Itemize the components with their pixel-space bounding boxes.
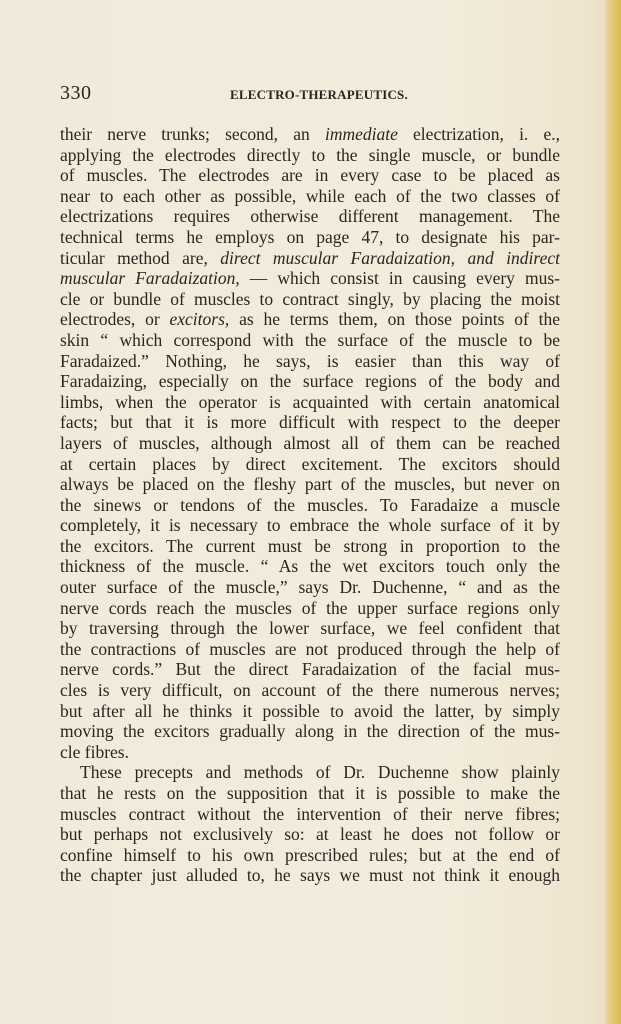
text-run: nerve cords.” But the direct Faradaization of the facial mus-: [60, 659, 560, 680]
text-run: skin “ which correspond with the surface of the muscle to be: [60, 329, 560, 350]
text-run: facts; but that it is more difficult with respect to the deeper: [60, 412, 560, 433]
text-line: [60, 495, 560, 516]
text-run: at certain places by direct excitement. The excitors should: [60, 453, 560, 474]
text-line: [60, 412, 560, 433]
text-run: always be placed on the fleshy part of the muscles, but never on: [60, 474, 560, 495]
text-line: [60, 598, 560, 619]
text-run: limbs, when the operator is acquainted with certain anatomical: [60, 391, 560, 412]
text-run: electrizations requires otherwise different management. The: [60, 206, 560, 227]
text-line: [60, 474, 560, 495]
running-head: ELECTRO-THERAPEUTICS.: [230, 87, 408, 102]
text-run: technical terms he employs on page 47, to designate his par-: [60, 226, 560, 247]
text-line: [60, 186, 560, 207]
text-run: cle or bundle of muscles to contract singly, by placing the moist: [60, 288, 560, 309]
text-run: of muscles. The electrodes are in every case to be placed as: [60, 165, 560, 186]
text-line: [60, 309, 560, 330]
text-run: — which consist in causing every mus-: [239, 268, 560, 289]
text-run: confine himself to his own prescribed rules; but at the end of: [60, 844, 560, 865]
text-run: electrization, i. e.,: [397, 124, 560, 144]
text-run: nerve cords reach the muscles of the upper surface regions only: [60, 597, 560, 618]
text-line: [60, 865, 560, 886]
text-line: [60, 248, 560, 269]
text-line: [60, 268, 560, 289]
text-run: applying the electrodes directly to the single muscle, or bundle: [60, 144, 560, 165]
text-line: [60, 330, 560, 351]
text-run: thickness of the muscle. “ As the wet excitors touch only the: [60, 556, 560, 577]
text-line: [60, 433, 560, 454]
text-line: [60, 783, 560, 804]
text-line: [60, 762, 560, 783]
text-run: the chapter just alluded to, he says we must not think it enough: [60, 865, 560, 886]
text-line: [60, 659, 560, 680]
text-run: but perhaps not exclusively so: at least he does not follow or: [60, 824, 560, 845]
text-run: completely, it is necessary to embrace the whole surface of it by: [60, 515, 560, 536]
text-line: [60, 845, 560, 866]
text-line: [60, 556, 560, 577]
text-line: [60, 721, 560, 742]
text-run: cle fibres.: [60, 741, 129, 762]
text-line: [60, 824, 560, 845]
page-number: 330: [60, 82, 92, 104]
text-run: their nerve trunks; second, an: [60, 124, 325, 144]
italic-text-run: muscular Faradaization,: [60, 268, 240, 289]
text-run: as he terms them, on those points of the: [229, 309, 560, 330]
text-run: moving the excitors gradually along in the direction of the mus-: [60, 721, 560, 742]
text-line: [60, 680, 560, 701]
text-line: [60, 701, 560, 722]
italic-text-run: immediate: [324, 124, 398, 144]
text-line: [60, 804, 560, 825]
text-line: [60, 742, 560, 763]
text-line: [60, 392, 560, 413]
text-run: ticular method are,: [60, 247, 221, 268]
text-line: [60, 227, 560, 248]
body-text: [60, 124, 560, 886]
text-run: muscles contract without the intervention of their nerve fibres;: [60, 803, 560, 824]
text-run: Faradaized.” Nothing, he says, is easier than this way of: [60, 350, 560, 371]
text-run: but after all he thinks it possible to avoid the latter, by simply: [60, 700, 560, 721]
page-edge-gilt: [605, 0, 621, 1024]
page-header: [60, 82, 560, 104]
text-line: [60, 289, 560, 310]
text-run: layers of muscles, although almost all of them can be reached: [60, 432, 560, 453]
text-run: that he rests on the supposition that it is possible to make the: [60, 783, 560, 803]
text-line: [60, 351, 560, 372]
text-run: electrodes, or: [60, 309, 170, 330]
text-line: [60, 371, 560, 392]
text-line: [60, 124, 560, 145]
text-run: by traversing through the lower surface, we feel confident that: [60, 618, 560, 639]
text-run: Faradaizing, especially on the surface regions of the body and: [60, 371, 560, 392]
italic-text-run: excitors,: [169, 309, 230, 330]
text-line: [60, 145, 560, 166]
text-line: [60, 577, 560, 598]
italic-text-run: direct muscular Faradaization, and indirect: [220, 247, 560, 268]
text-run: the excitors. The current must be strong in proportion to the: [60, 535, 560, 556]
text-line: [60, 639, 560, 660]
text-run: outer surface of the muscle,” says Dr. Duchenne, “ and as the: [60, 577, 560, 598]
text-line: [60, 515, 560, 536]
text-line: [60, 454, 560, 475]
text-line: [60, 536, 560, 557]
text-run: These precepts and methods of Dr. Duchenne show plainly: [80, 762, 560, 783]
text-run: the contractions of muscles are not produced through the help of: [60, 638, 560, 659]
text-line: [60, 165, 560, 186]
text-run: the sinews or tendons of the muscles. To Faradaize a muscle: [60, 494, 560, 515]
text-line: [60, 618, 560, 639]
text-line: [60, 206, 560, 227]
text-run: near to each other as possible, while each of the two classes of: [60, 185, 560, 206]
text-run: cles is very difficult, on account of the there numerous nerves;: [60, 680, 560, 701]
